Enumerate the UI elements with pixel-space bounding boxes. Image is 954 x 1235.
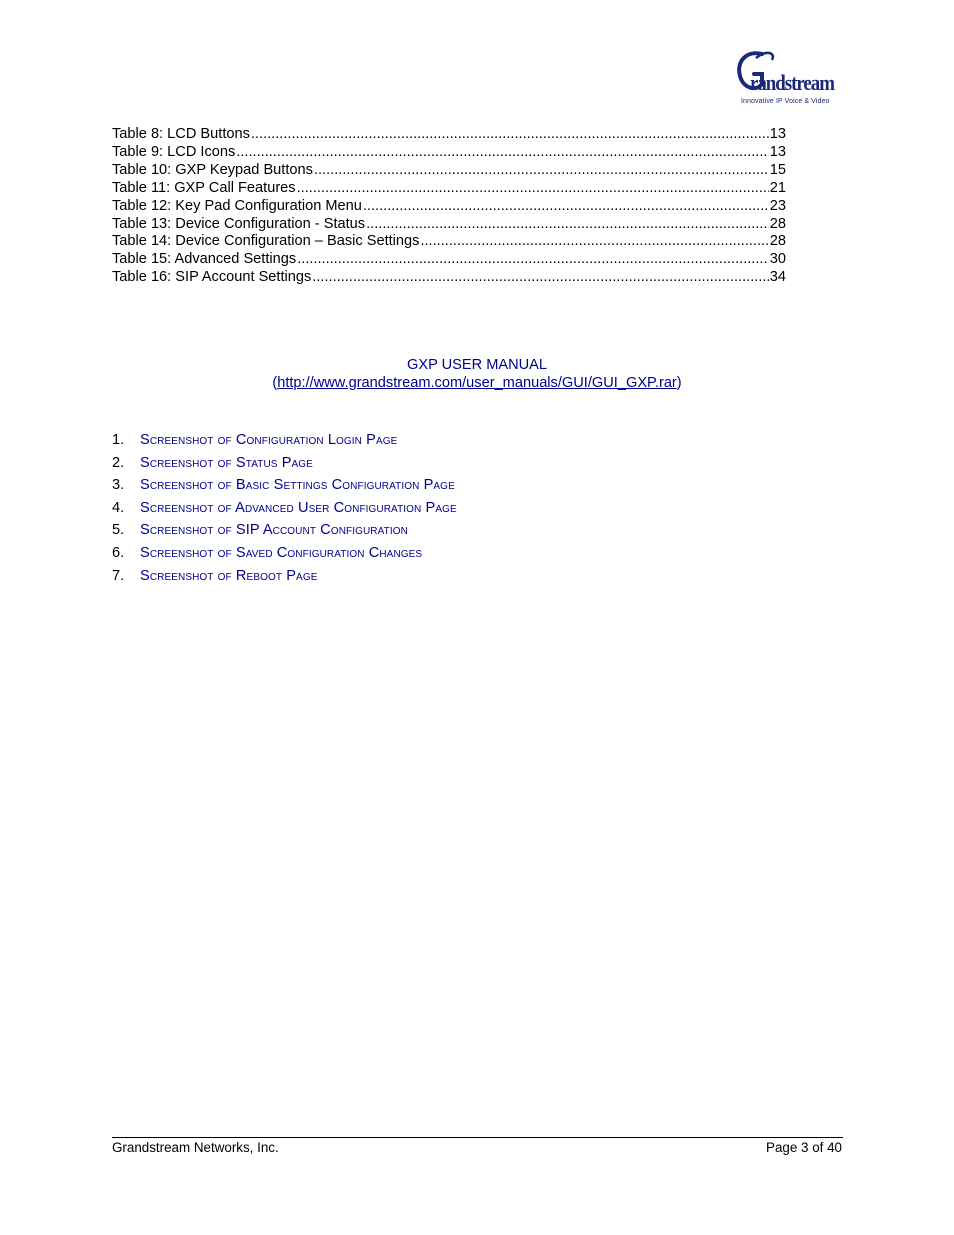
toc-entry-page: 15 [769, 161, 786, 178]
list-item-number: 7. [112, 567, 125, 584]
toc-leader-dots [297, 180, 769, 198]
toc-entry-page: 13 [769, 143, 786, 160]
url-open-paren: ( [272, 375, 278, 391]
manual-url-line [0, 375, 954, 391]
list-item-number: 5. [112, 522, 125, 539]
toc-entry-label: Table 8: LCD Buttons [112, 126, 250, 142]
toc-entry-label: Table 16: SIP Account Settings [112, 269, 312, 286]
toc-entry-label: Table 10: GXP Keypad Buttons [112, 161, 313, 178]
list-item-text: Screenshot of Status Page [140, 454, 313, 471]
list-item[interactable] [112, 543, 457, 566]
toc-entry[interactable] [112, 233, 786, 251]
toc-leader-dots [297, 251, 769, 269]
toc-entry-page: 21 [769, 179, 786, 196]
toc-entry-label: Table 13: Device Configuration - Status [112, 215, 366, 232]
toc-entry-page: 34 [769, 269, 786, 286]
footer-page-number: Page 3 of 40 [766, 1140, 842, 1155]
toc-entry-label: Table 14: Device Configuration – Basic Settings [112, 233, 420, 250]
toc-entry[interactable] [112, 216, 786, 234]
list-item[interactable] [112, 453, 457, 476]
toc-leader-dots [312, 269, 768, 287]
toc-entry-page: 13 [769, 126, 786, 142]
table-of-tables [112, 126, 786, 287]
toc-entry-label: Table 15: Advanced Settings [112, 251, 297, 268]
list-item-number: 1. [112, 432, 125, 448]
list-item-text: Screenshot of Basic Settings Configuration Page [140, 477, 455, 494]
logo-tagline: Innovative IP Voice & Video [741, 98, 830, 105]
list-item-text: Screenshot of Saved Configuration Changes [140, 544, 423, 561]
toc-entry-page: 28 [769, 215, 786, 232]
toc-entry[interactable] [112, 251, 786, 269]
toc-entry[interactable] [112, 269, 786, 287]
url-close-paren: ) [676, 375, 682, 391]
footer-company: Grandstream Networks, Inc. [112, 1140, 279, 1155]
screenshot-list [112, 430, 457, 588]
toc-entry[interactable] [112, 144, 786, 162]
list-item-text: Screenshot of Advanced User Configuration Page [140, 499, 457, 516]
toc-leader-dots [236, 144, 768, 162]
list-item[interactable] [112, 566, 457, 589]
toc-leader-dots [314, 162, 769, 180]
toc-entry-label: Table 12: Key Pad Configuration Menu [112, 197, 362, 214]
toc-leader-dots [420, 233, 768, 251]
list-item[interactable] [112, 498, 457, 521]
manual-url-link[interactable]: http://www.grandstream.com/user_manuals/GUI/GUI_GXP.rar [277, 375, 677, 391]
toc-leader-dots [366, 216, 769, 234]
toc-leader-dots [251, 126, 769, 144]
logo-wordmark: randstream [750, 70, 834, 95]
list-item[interactable] [112, 430, 457, 453]
toc-entry-page: 28 [769, 233, 786, 250]
toc-entry[interactable] [112, 198, 786, 216]
list-item[interactable] [112, 475, 457, 498]
list-item-number: 2. [112, 454, 125, 471]
footer-divider [112, 1137, 843, 1138]
toc-entry[interactable] [112, 180, 786, 198]
list-item[interactable] [112, 520, 457, 543]
list-item-text: Screenshot of SIP Account Configuration [140, 522, 408, 539]
list-item-text: Screenshot of Configuration Login Page [140, 432, 398, 448]
toc-entry[interactable] [112, 126, 786, 144]
toc-leader-dots [363, 198, 769, 216]
toc-entry-page: 30 [769, 251, 786, 268]
grandstream-logo [732, 48, 842, 112]
list-item-number: 3. [112, 477, 125, 494]
toc-entry-page: 23 [769, 197, 786, 214]
list-item-number: 4. [112, 499, 125, 516]
list-item-text: Screenshot of Reboot Page [140, 567, 318, 584]
toc-entry[interactable] [112, 162, 786, 180]
toc-entry-label: Table 9: LCD Icons [112, 143, 236, 160]
toc-entry-label: Table 11: GXP Call Features [112, 179, 296, 196]
manual-title: GXP USER MANUAL [406, 357, 548, 373]
list-item-number: 6. [112, 544, 125, 561]
